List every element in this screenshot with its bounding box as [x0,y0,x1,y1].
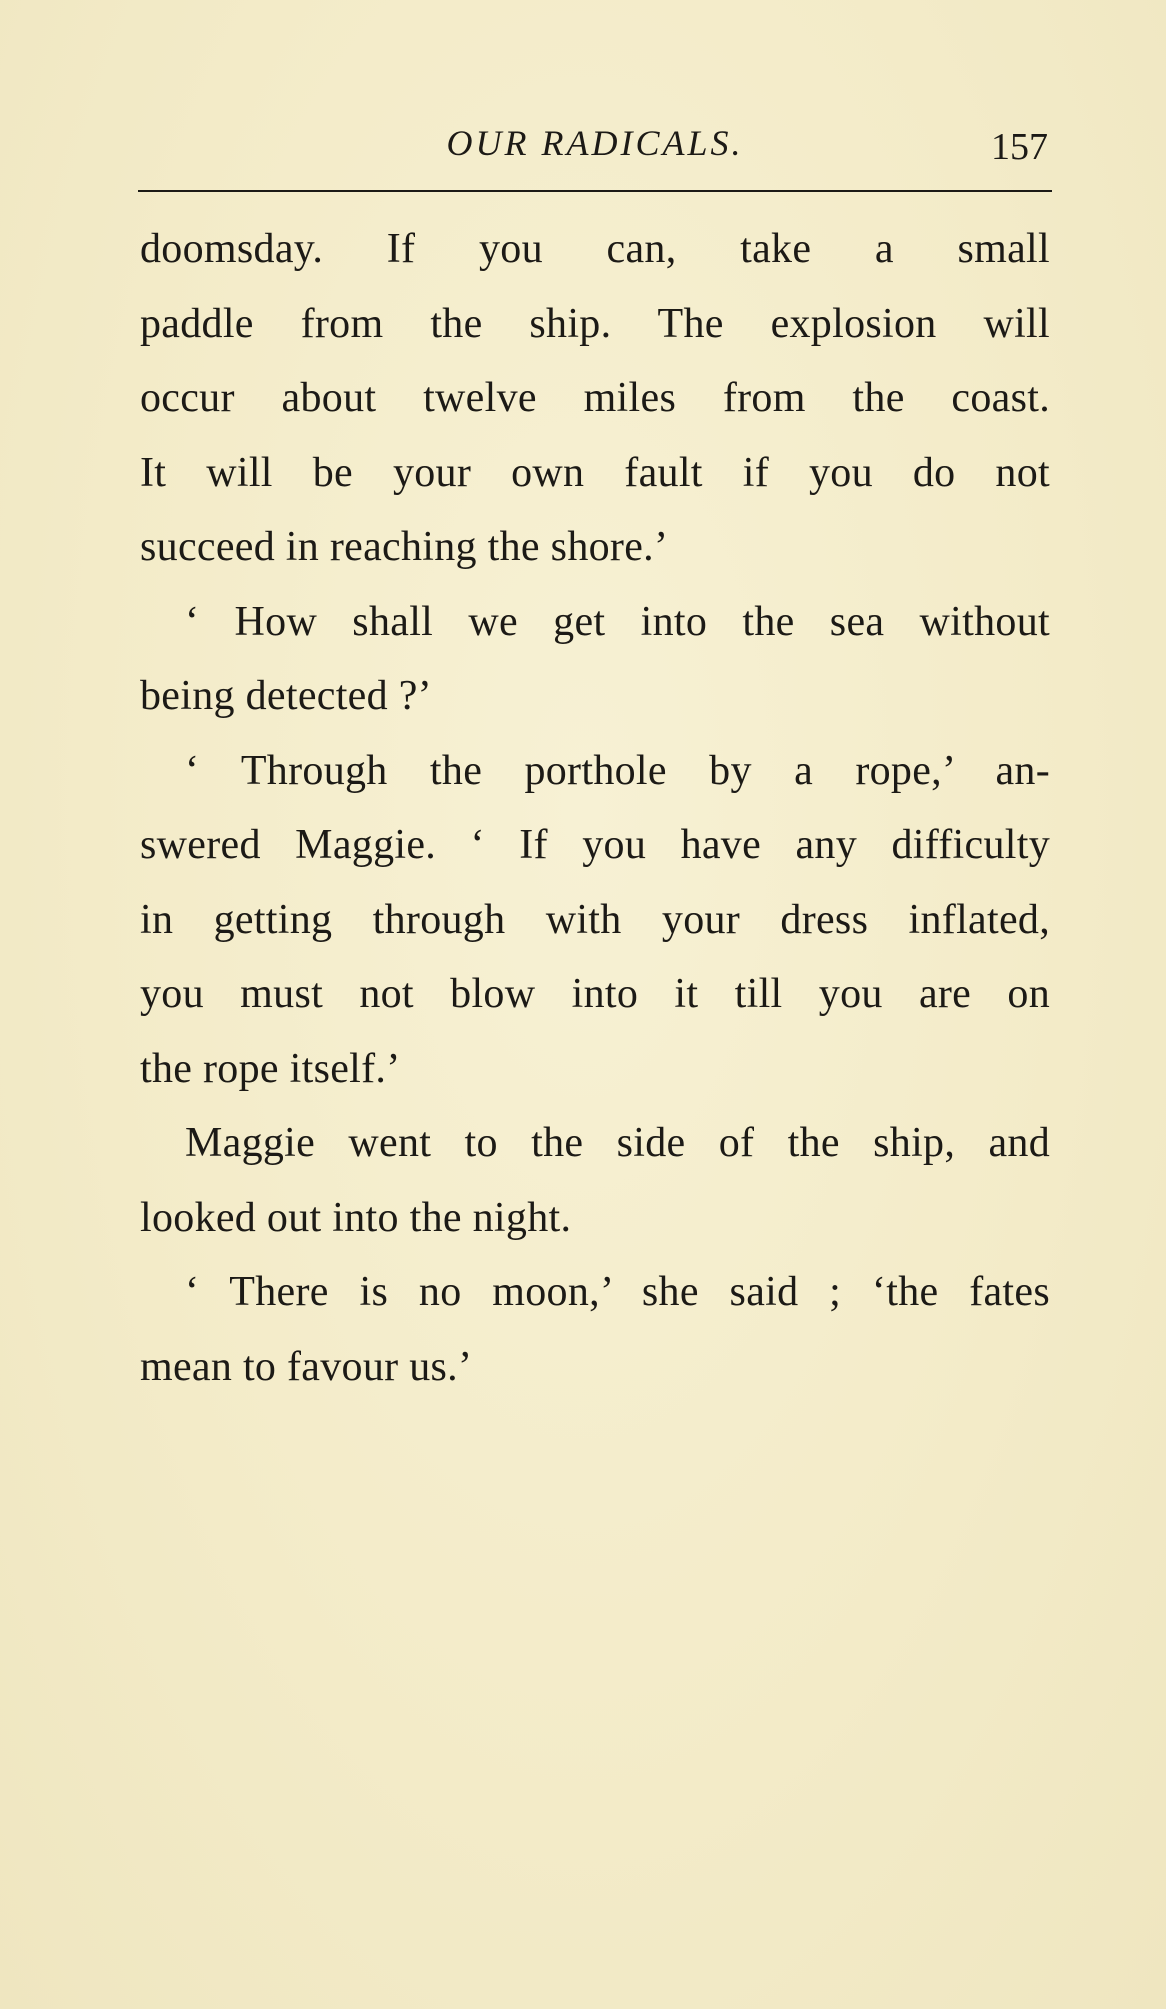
header-rule [138,190,1052,192]
body-text [140,212,1050,1404]
running-head [140,118,1050,168]
text-line: It will be your own fault if you do not [140,449,1050,496]
text-line: occur about twelve miles from the coast. [140,375,1050,421]
text-line: being detected ?’ [140,673,432,719]
paragraph-5 [140,1255,1050,1404]
paragraph-4 [140,1106,1050,1255]
text-line: doomsday. If you can, take a small [140,226,1050,272]
text-line: ‘ There is no moon,’ she said ; ‘the fates [185,1269,1050,1315]
text-line: swered Maggie. ‘ If you have any difficulty [140,822,1050,868]
text-line: the rope itself.’ [140,1045,401,1092]
page-number: 157 [991,126,1048,168]
text-line: succeed in reaching the shore.’ [140,524,669,570]
text-line: ‘ How shall we get into the sea without [185,598,1050,645]
text-line: in getting through with your dress inflated, [140,896,1050,943]
text-line: mean to favour us.’ [140,1343,473,1390]
paragraph-2 [140,585,1050,734]
running-title: OUR RADICALS. [446,123,744,163]
text-line: Maggie went to the side of the ship, and [185,1120,1050,1166]
paragraph-3 [140,734,1050,1107]
text-line: ‘ Through the porthole by a rope,’ an- [185,747,1050,794]
text-line: looked out into the night. [140,1194,572,1241]
text-line: you must not blow into it till you are on [140,971,1050,1017]
paragraph-1 [140,212,1050,585]
text-line: paddle from the ship. The explosion will [140,300,1050,347]
